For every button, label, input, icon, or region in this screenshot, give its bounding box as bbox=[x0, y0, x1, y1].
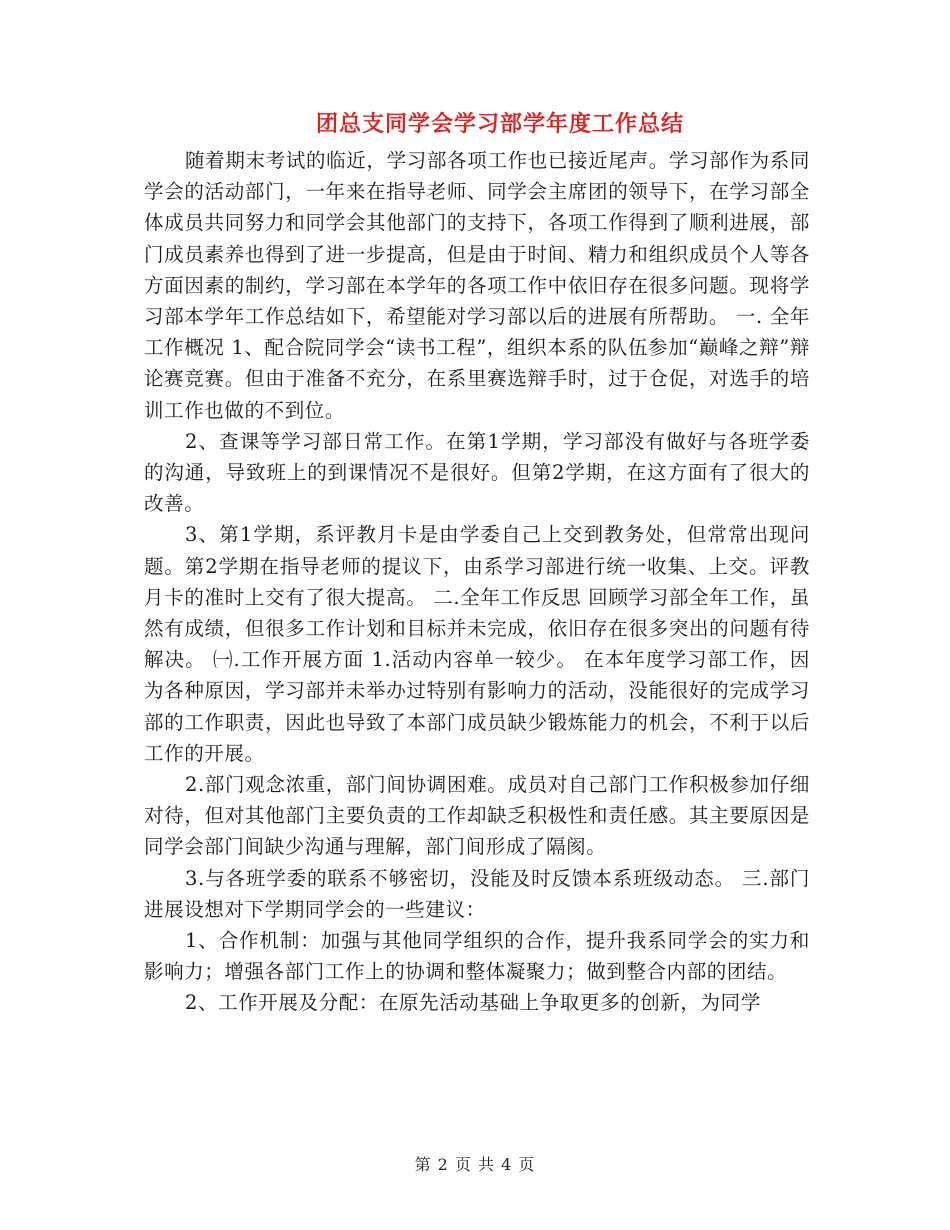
document-title: 团总支同学会学习部学年度工作总结 bbox=[315, 112, 684, 137]
paragraph: 1、合作机制：加强与其他同学组织的合作，提升我系同学会的实力和影响力；增强各部门工作上的协调和整体凝聚力；做到整合内部的团结。 bbox=[144, 929, 810, 984]
paragraph: 随着期末考试的临近，学习部各项工作也已接近尾声。学习部作为系同学会的活动部门，一年来在指导老师、同学会主席团的领导下，在学习部全体成员共同努力和同学会其他部门的支持下，各项工作得到了顺利进展，部门成员素养也得到了进一步提高，但是由于时间、精力和组织成员个人等各方面因素的制约，学习部在本学年的各项工作中依旧存在很多问题。现将学习部本学年工作总结如下，希望能对学习部以后的进展有所帮助。 一. 全年工作概况 1、配合院同学会“读书工程”，组织本系的队伍参加“巅峰之辩”辩论赛竞赛。但由于准备不充分，在系里赛选辩手时，过于仓促，对选手的培训工作也做的不到位。 bbox=[144, 149, 810, 422]
paragraph: 2、查课等学习部日常工作。在第1学期，学习部没有做好与各班学委的沟通，导致班上的到课情况不是很好。但第2学期，在这方面有了很大的改善。 bbox=[144, 429, 810, 516]
paragraph: 3.与各班学委的联系不够密切，没能及时反馈本系班级动态。 三.部门进展设想对下学期同学会的一些建议： bbox=[144, 866, 810, 921]
paragraph: 2、工作开展及分配：在原先活动基础上争取更多的创新，为同学 bbox=[185, 991, 761, 1015]
document-body bbox=[144, 145, 810, 1019]
page-number: 第 2 页 共 4 页 bbox=[414, 1155, 536, 1174]
page-footer bbox=[0, 1153, 950, 1177]
paragraph: 2.部门观念浓重，部门间协调困难。成员对自己部门工作积极参加仔细对待，但对其他部门主要负责的工作却缺乏积极性和责任感。其主要原因是同学会部门间缺少沟通与理解，部门间形成了隔阂。 bbox=[144, 773, 810, 859]
paragraph: 3、第1学期，系评教月卡是由学委自己上交到教务处，但常常出现问题。第2学期在指导老师的提议下，由系学习部进行统一收集、上交。评教月卡的准时上交有了很大提高。 二.全年工作反思 回顾学习部全年工作，虽然有成绩，但很多工作计划和目标并未完成，依旧存在很多突出的问题有待解决。 ㈠.工作开展方面 1.活动内容单一较少。 在本年度学习部工作，因为各种原因，学习部并未举办过特别有影响力的活动，没能很好的完成学习部的工作职责，因此也导致了本部门成员缺少锻炼能力的机会，不利于以后工作的开展。 bbox=[144, 523, 810, 765]
